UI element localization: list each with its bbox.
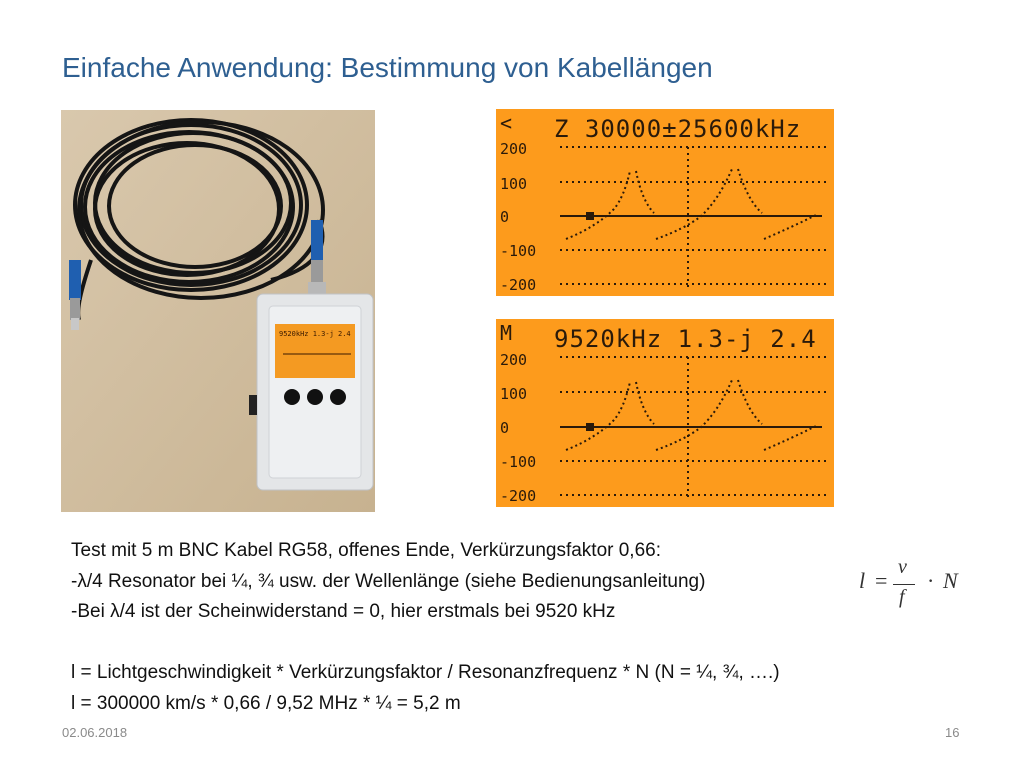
lcd-screenshot-marker [496, 319, 834, 507]
lcd-mode-indicator: M [500, 321, 513, 345]
formula-multiply: · [927, 568, 935, 593]
formula-numerator: v [898, 556, 907, 578]
body-line: -λ/4 Resonator bei ¼, ¾ usw. der Wellenlänge (siehe Bedienungsanleitung) [71, 570, 706, 592]
device-screen-text: 9520kHz 1.3-j 2.4 [279, 330, 351, 338]
y-axis-label: 100 [500, 175, 528, 193]
lcd-header: 9520kHz 1.3-j 2.4 [554, 325, 817, 353]
lcd-mode-indicator: < [500, 111, 513, 135]
slide-body [71, 536, 780, 719]
formula-denominator: f [899, 586, 905, 608]
impedance-plot [496, 319, 834, 507]
footer-date: 02.06.2018 [62, 725, 128, 740]
body-line: l = 300000 km/s * 0,66 / 9,52 MHz * ¼ = 5,2 m [71, 692, 461, 714]
y-axis-label: -100 [500, 453, 537, 471]
device-photo [61, 110, 375, 512]
bnc-plug-left-icon [69, 260, 81, 330]
formula-equals: = [875, 568, 888, 593]
body-blank-line [71, 628, 780, 659]
reactance-curve [566, 380, 816, 450]
impedance-plot [496, 109, 834, 296]
y-axis-label: -100 [500, 242, 537, 260]
marker-cursor [586, 212, 594, 220]
length-formula [857, 556, 967, 616]
y-axis-label: -200 [500, 487, 537, 505]
formula-fraction-bar [893, 584, 915, 585]
body-line: -Bei λ/4 ist der Scheinwiderstand = 0, hier erstmals bei 9520 kHz [71, 601, 616, 622]
body-line: Test mit 5 m BNC Kabel RG58, offenes Ende, Verkürzungsfaktor 0,66: [71, 540, 662, 561]
lcd-screenshot-sweep [496, 109, 834, 296]
body-line: l = Lichtgeschwindigkeit * Verkürzungsfaktor / Resonanzfrequenz * N (N = ¼, ¾, ….) [71, 662, 780, 683]
y-axis-label: 0 [500, 419, 510, 437]
y-axis-label: -200 [500, 276, 537, 294]
page-number: 16 [945, 725, 960, 740]
marker-cursor [586, 423, 594, 431]
analyzer-device-icon [249, 294, 373, 490]
slide-title: Einfache Anwendung: Bestimmung von Kabellängen [62, 52, 713, 83]
formula-lhs: l [859, 568, 866, 593]
y-axis-label: 0 [500, 208, 510, 226]
y-axis-label: 100 [500, 385, 528, 403]
y-axis-label: 200 [500, 351, 528, 369]
formula-factor: N [943, 568, 958, 593]
lcd-header: Z 30000±25600kHz [554, 115, 802, 143]
y-axis-label: 200 [500, 140, 528, 158]
reactance-curve [566, 169, 816, 239]
